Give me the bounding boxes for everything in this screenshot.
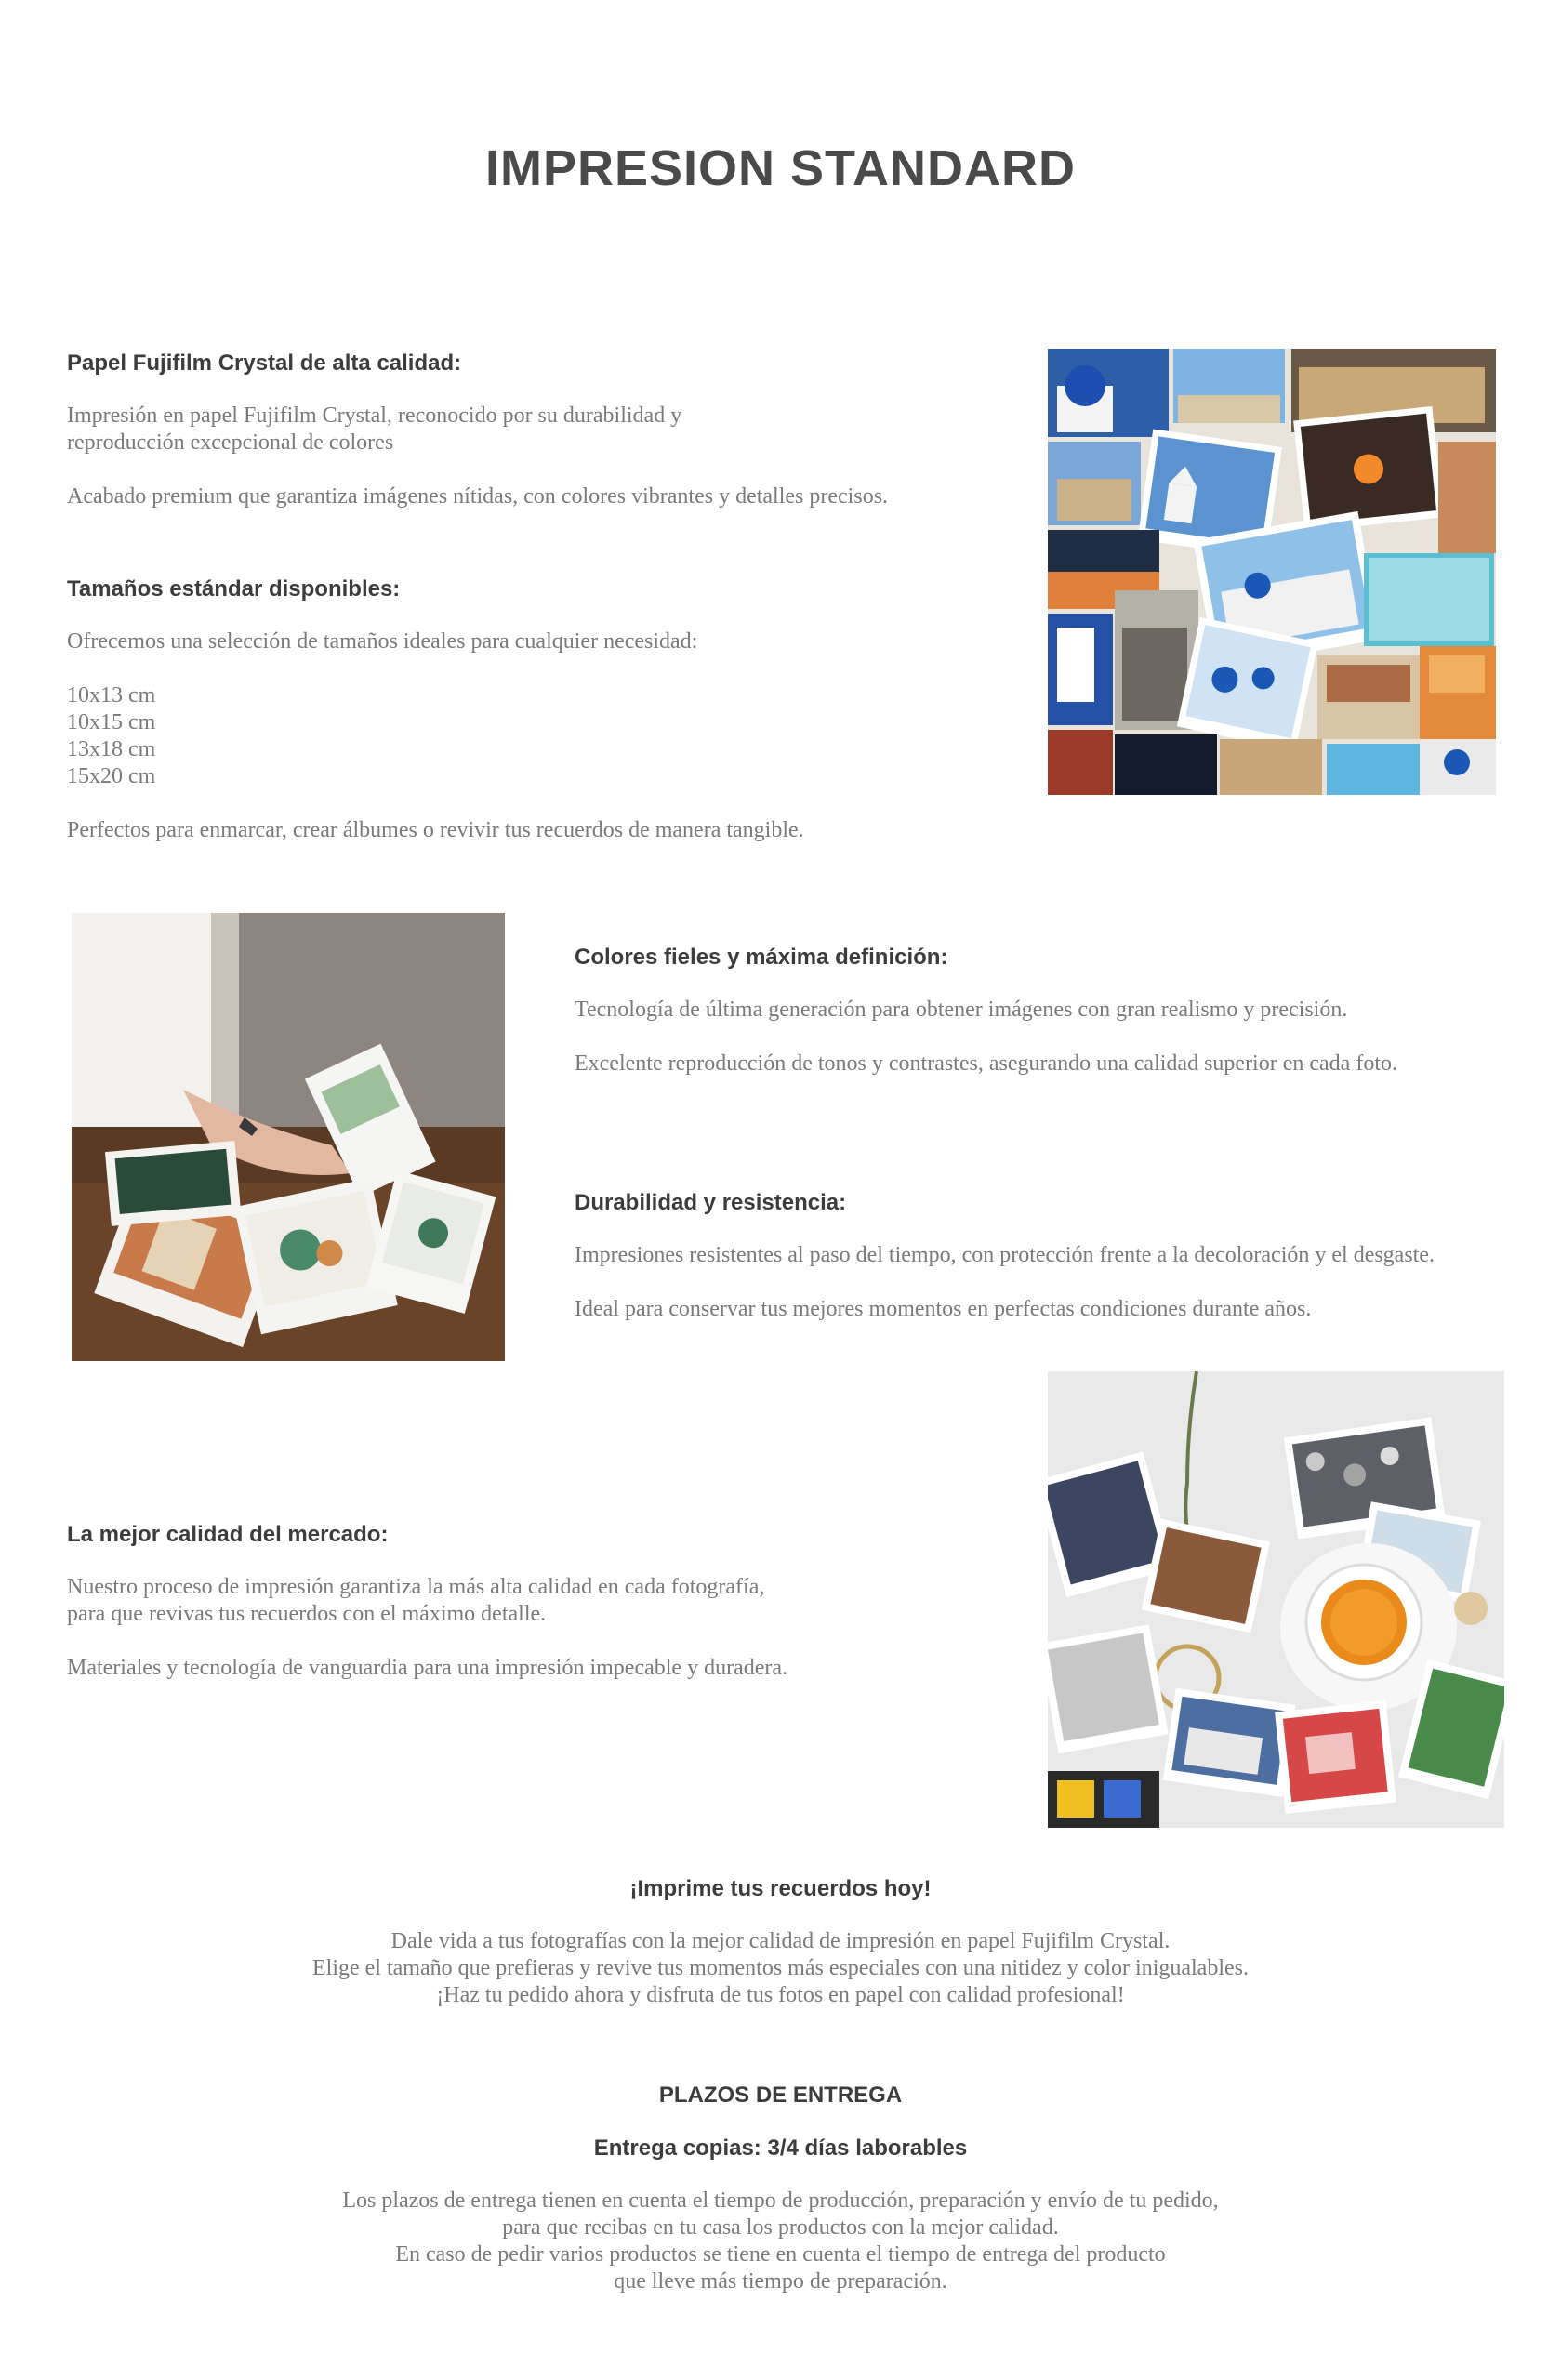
- cta-line: ¡Haz tu pedido ahora y disfruta de tus fotos en papel con calidad profesional!: [436, 1983, 1125, 2007]
- paragraph: Impresiones resistentes al paso del tiempo, con protección frente a la decoloración y el desgaste.: [575, 1243, 1435, 1267]
- size-item: 15x20 cm: [67, 764, 156, 788]
- delivery-section: [0, 2082, 1561, 2295]
- paragraph-line: Impresión en papel Fujifilm Crystal, reconocido por su durabilidad y: [67, 403, 682, 428]
- cta-section: [0, 1875, 1561, 2009]
- cta-heading: ¡Imprime tus recuerdos hoy!: [629, 1876, 932, 1901]
- paragraph: Materiales y tecnología de vanguardia para una impresión impecable y duradera.: [67, 1656, 788, 1680]
- section-heading: La mejor calidad del mercado:: [67, 1522, 389, 1547]
- section-best-quality: [67, 1521, 997, 1682]
- paragraph: Perfectos para enmarcar, crear álbumes o revivir tus recuerdos de manera tangible.: [67, 818, 804, 842]
- section-heading: Papel Fujifilm Crystal de alta calidad:: [67, 350, 462, 376]
- cta-line: Dale vida a tus fotografías con la mejor calidad de impresión en papel Fujifilm Crystal.: [390, 1929, 1171, 1953]
- delivery-line: Los plazos de entrega tienen en cuenta el tiempo de producción, preparación y envío de tu pedido,: [342, 2188, 1219, 2213]
- hand-holding-prints-image: [72, 913, 505, 1361]
- section-heading: Durabilidad y resistencia:: [575, 1190, 847, 1215]
- delivery-heading: PLAZOS DE ENTREGA: [658, 2082, 903, 2108]
- paragraph-line: reproducción excepcional de colores: [67, 430, 394, 455]
- size-list: [67, 682, 987, 790]
- paragraph: Ofrecemos una selección de tamaños ideales para cualquier necesidad:: [67, 629, 698, 654]
- size-item: 13x18 cm: [67, 737, 156, 761]
- paragraph: Tecnología de última generación para obtener imágenes con gran realismo y precisión.: [575, 998, 1348, 1022]
- paragraph-line: para que revivas tus recuerdos con el máximo detalle.: [67, 1602, 547, 1626]
- paragraph: Ideal para conservar tus mejores momentos en perfectas condiciones durante años.: [575, 1297, 1312, 1321]
- size-item: 10x13 cm: [67, 683, 156, 707]
- delivery-line: para que recibas en tu casa los productos con la mejor calidad.: [502, 2215, 1059, 2240]
- paragraph: Excelente reproducción de tonos y contrastes, asegurando una calidad superior en cada foto.: [575, 1051, 1397, 1076]
- delivery-subheading: Entrega copias: 3/4 días laborables: [593, 2135, 968, 2161]
- section-paper-quality: [67, 350, 987, 510]
- section-sizes: [67, 575, 987, 844]
- paragraph: Acabado premium que garantiza imágenes nítidas, con colores vibrantes y detalles precisos.: [67, 484, 889, 509]
- travel-photo-collage-image: [1048, 349, 1496, 795]
- cta-line: Elige el tamaño que prefieras y revive tus momentos más especiales con una nitidez y color inigualables.: [311, 1956, 1249, 1980]
- section-durability: [575, 1189, 1551, 1323]
- tea-cup-with-prints-image: [1048, 1371, 1504, 1828]
- section-colors: [575, 944, 1551, 1078]
- size-item: 10x15 cm: [67, 710, 156, 734]
- section-heading: Tamaños estándar disponibles:: [67, 576, 401, 602]
- paragraph-line: Nuestro proceso de impresión garantiza la más alta calidad en cada fotografía,: [67, 1575, 765, 1599]
- delivery-line: que lleve más tiempo de preparación.: [614, 2269, 947, 2294]
- section-heading: Colores fieles y máxima definición:: [575, 945, 948, 970]
- page-title: IMPRESION STANDARD: [484, 140, 1077, 196]
- delivery-line: En caso de pedir varios productos se tiene en cuenta el tiempo de entrega del producto: [395, 2242, 1166, 2267]
